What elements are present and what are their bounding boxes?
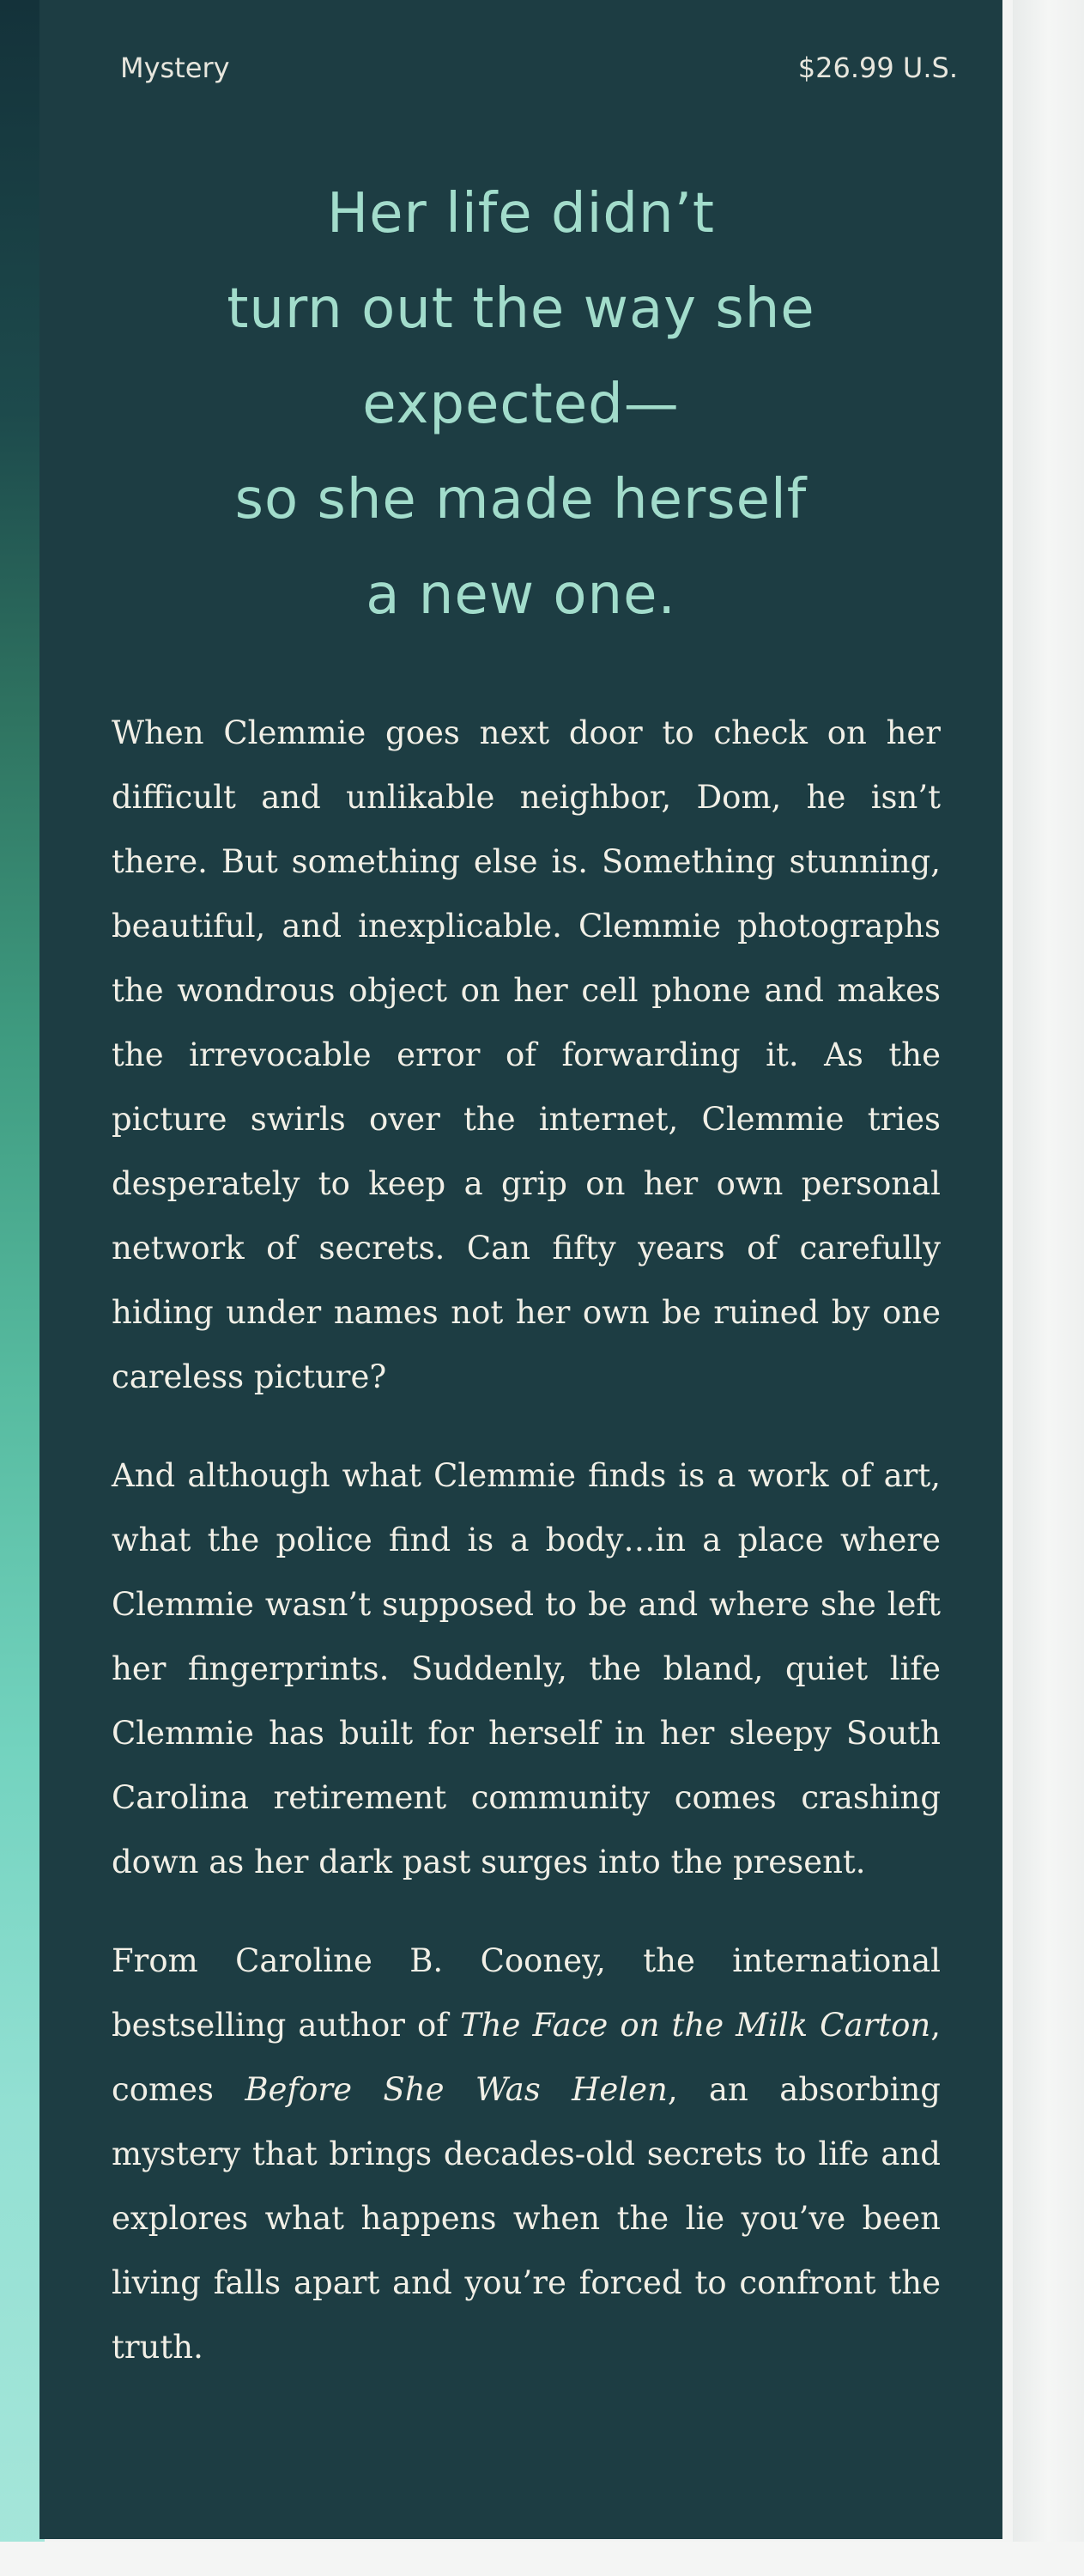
headline-line: a new one.	[366, 563, 676, 627]
previous-book-title: The Face on the Milk Carton	[460, 2007, 931, 2044]
synopsis-paragraph-3	[112, 1929, 941, 2379]
headline-line: expected—	[362, 373, 680, 436]
genre-label: Mystery	[120, 52, 230, 84]
synopsis-paragraph-1: When Clemmie goes next door to check on her difficult and unlikable neighbor, Dom, he isn’t there. But something else is. Something stunning, beautiful, and inexplicable. Clemmie photographs the wondrous object on her cell phone and makes the irrevocable error of forwarding it. As the picture swirls over the internet, Clemmie tries desperately to keep a grip on her own personal network of secrets. Can fifty years of carefully hiding under names not her own be ruined by one careless picture?	[112, 714, 941, 1395]
author-intro-text: From Caroline B. Cooney, the international bestselling author of	[112, 1942, 941, 2044]
book-title: Before She Was Helen	[245, 2071, 668, 2108]
page-edge-bottom	[0, 2542, 1084, 2576]
headline-line: Her life didn’t	[327, 182, 715, 246]
connector-text: , comes	[112, 2007, 941, 2108]
synopsis	[112, 701, 941, 2379]
price-label: $26.99 U.S.	[797, 52, 958, 84]
headline-line: so she made herself	[234, 468, 808, 532]
spine-edge-gradient	[0, 0, 45, 2576]
closing-text: , an absorbing mystery that brings decades-old secrets to life and explores what happens when the lie you’ve been living falls apart and you’re forced to confront the truth.	[112, 2071, 941, 2366]
headline-line: turn out the way she	[227, 277, 815, 341]
synopsis-paragraph-2: And although what Clemmie finds is a work of art, what the police find is a body…in a place where Clemmie wasn’t supposed to be and where she left her fingerprints. Suddenly, the bland, quiet life Clemmie has built for herself in her sleepy South Carolina retirement community comes crashing down as her dark past surges into the present.	[112, 1457, 941, 1880]
book-jacket-flap	[39, 0, 1002, 2539]
headline	[74, 167, 968, 643]
page-edge-right	[1013, 0, 1084, 2576]
